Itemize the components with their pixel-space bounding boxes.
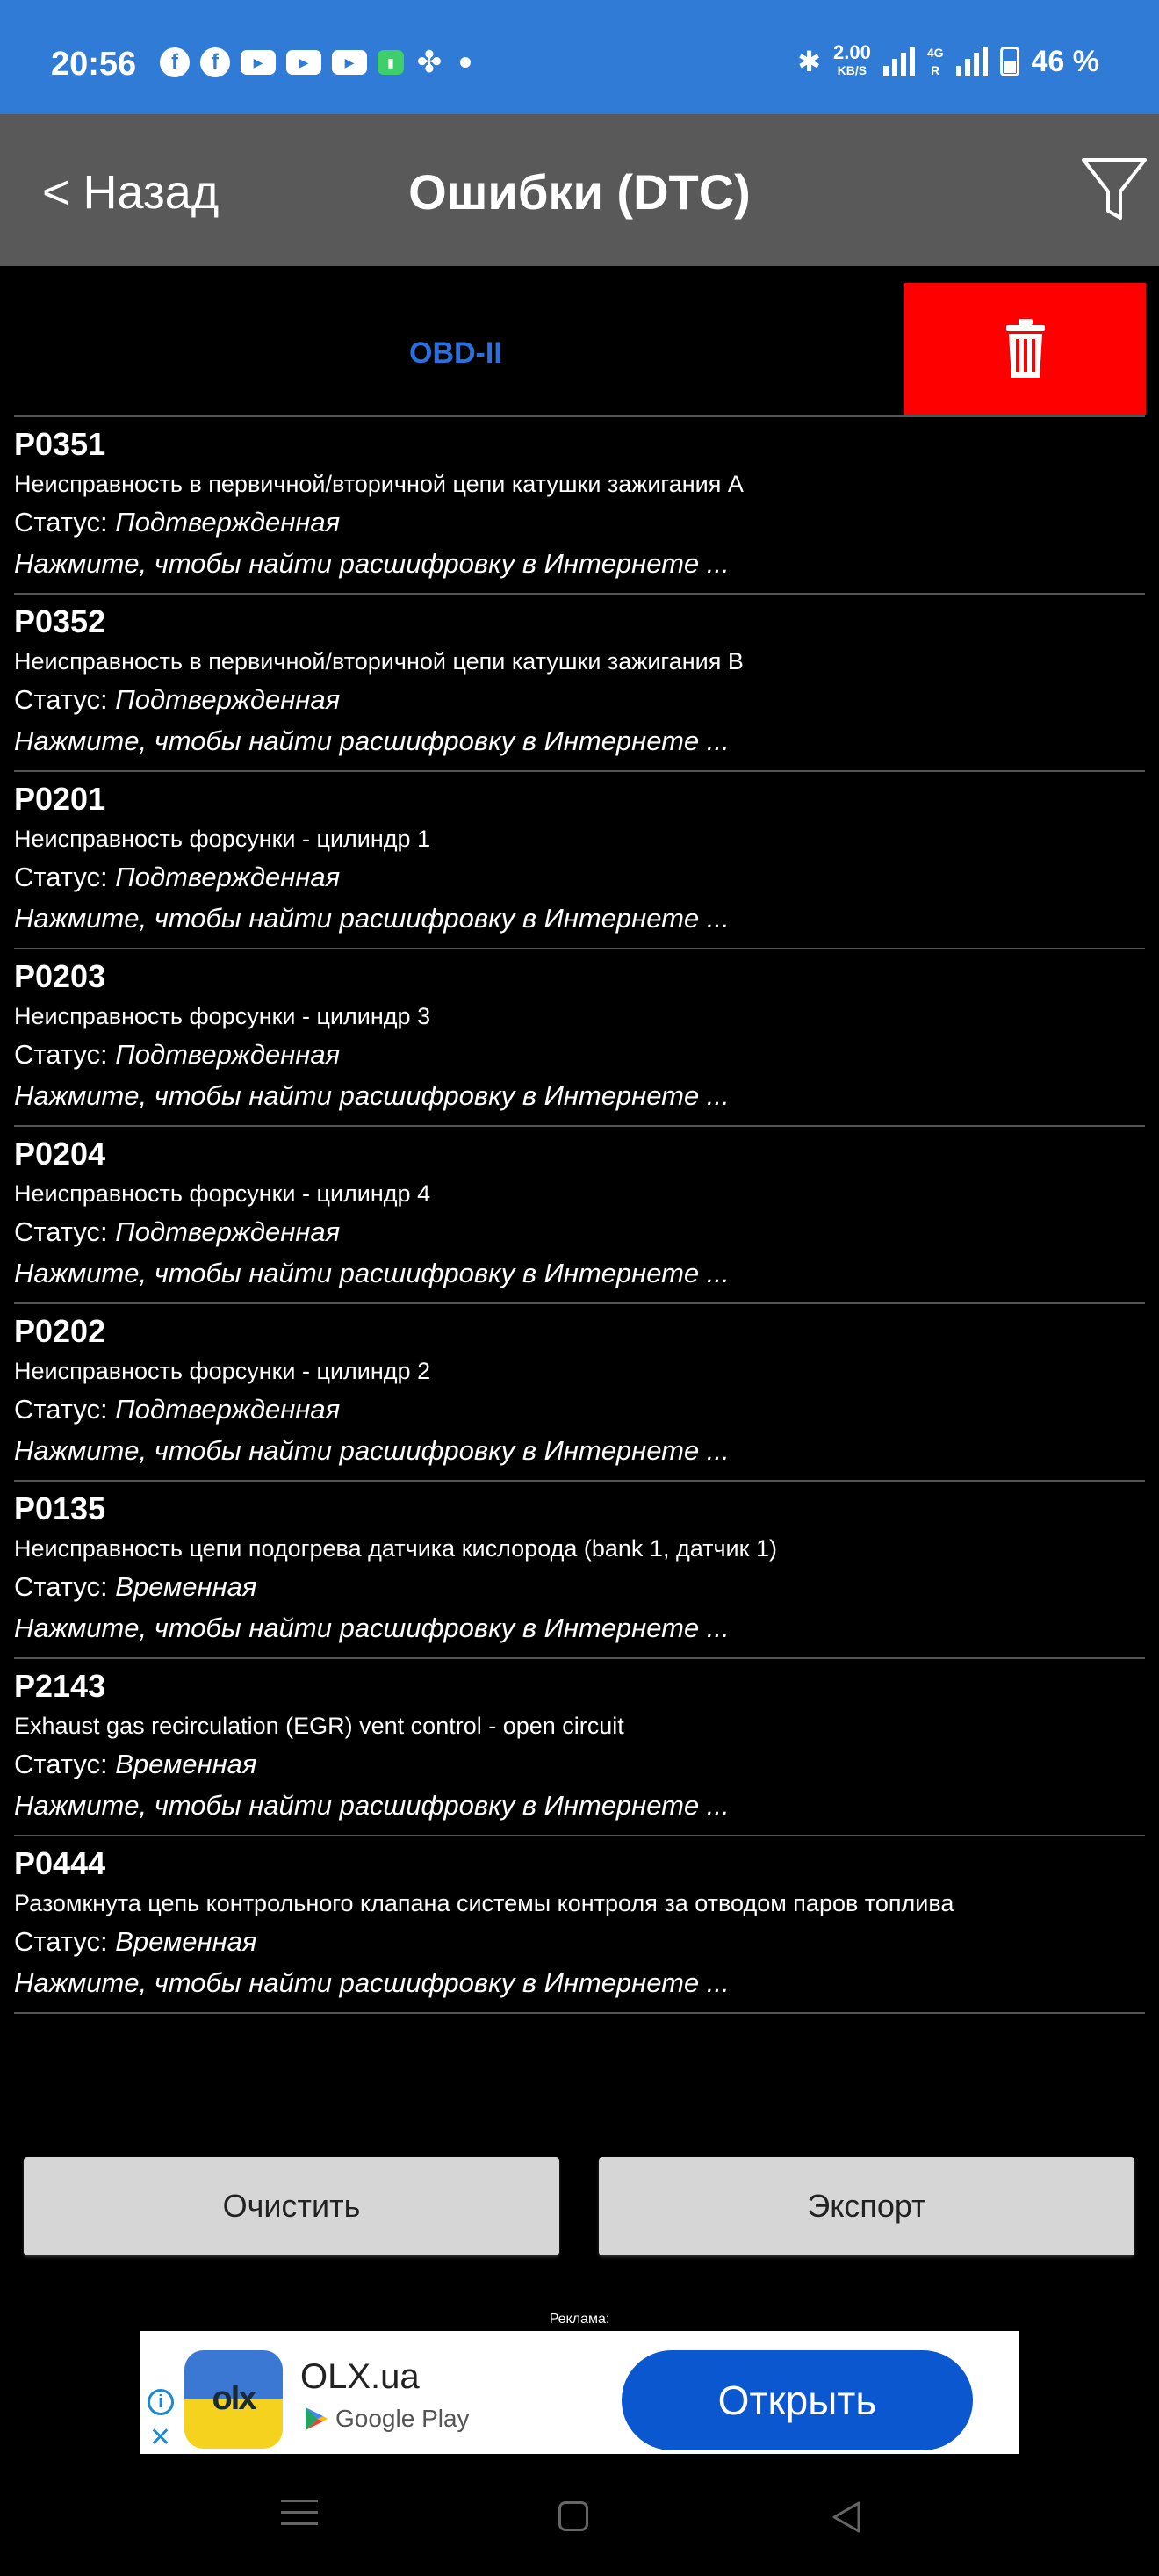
network-speed: 2.00 KB/S (832, 41, 871, 77)
navigation-bar (0, 2459, 1159, 2576)
dtc-code: P0135 (14, 1490, 106, 1526)
page-title: Ошибки (DTC) (408, 164, 751, 220)
dtc-item[interactable] (14, 1127, 1145, 1304)
status-right (797, 41, 1099, 79)
dtc-status: Статус: Временная (14, 1749, 257, 1779)
dtc-description: Неисправность форсунки - цилиндр 4 (14, 1180, 431, 1207)
dtc-item[interactable] (14, 1659, 1145, 1836)
app-logo: olx (184, 2350, 283, 2449)
dtc-item[interactable] (14, 772, 1145, 949)
dtc-code: P0201 (14, 781, 106, 817)
dtc-status: Статус: Подтвержденная (14, 1039, 341, 1070)
dtc-description: Exhaust gas recirculation (EGR) vent control - open circuit (14, 1713, 624, 1739)
dtc-search-link[interactable]: Нажмите, чтобы найти расшифровку в Интернете ... (14, 1613, 730, 1643)
back-button[interactable]: < Назад (42, 166, 220, 219)
battery-percent: 46 % (1031, 44, 1099, 78)
facebook-icon: f (160, 47, 190, 77)
dtc-description: Неисправность в первичной/вторичной цепи катушки зажигания B (14, 648, 744, 675)
recent-apps-icon[interactable] (281, 2500, 318, 2534)
dtc-code: P0204 (14, 1136, 106, 1172)
dtc-list (14, 417, 1145, 2014)
fan-icon: ✤ (416, 46, 443, 79)
filter-icon[interactable] (1080, 155, 1148, 225)
wifi-signal-icon (883, 47, 915, 76)
dtc-item[interactable] (14, 1836, 1145, 2014)
tab-obd2[interactable]: OBD-II (409, 336, 502, 370)
notification-icons (160, 47, 471, 77)
dtc-search-link[interactable]: Нажмите, чтобы найти расшифровку в Интернете ... (14, 725, 730, 756)
dtc-item[interactable] (14, 595, 1145, 772)
dtc-search-link[interactable]: Нажмите, чтобы найти расшифровку в Интернете ... (14, 1967, 730, 1998)
dtc-code: P0203 (14, 958, 106, 994)
more-notifications-dot (460, 57, 471, 68)
delete-button[interactable] (904, 283, 1146, 415)
network-type: 4G R (926, 46, 944, 77)
clear-button[interactable]: Очистить (24, 2157, 559, 2255)
dtc-search-link[interactable]: Нажмите, чтобы найти расшифровку в Интернете ... (14, 1435, 730, 1466)
status-time: 20:56 (51, 46, 137, 83)
ad-open-button[interactable]: Открыть (622, 2350, 973, 2450)
dtc-code: P0444 (14, 1845, 106, 1881)
dtc-code: P0351 (14, 426, 106, 462)
facebook-icon: f (200, 47, 230, 77)
trash-icon (1003, 318, 1048, 379)
dtc-description: Неисправность форсунки - цилиндр 3 (14, 1003, 431, 1029)
dtc-description: Неисправность в первичной/вторичной цепи катушки зажигания A (14, 471, 744, 497)
dtc-item[interactable] (14, 1482, 1145, 1659)
home-icon[interactable] (558, 2501, 588, 2531)
bluetooth-icon: ✱ (797, 46, 821, 77)
youtube-icon: ▶ (332, 50, 367, 75)
status-bar (0, 0, 1159, 114)
dtc-search-link[interactable]: Нажмите, чтобы найти расшифровку в Интернете ... (14, 1080, 730, 1111)
back-nav-icon[interactable] (831, 2500, 862, 2535)
battery-app-icon: ▮ (378, 50, 404, 75)
dtc-search-link[interactable]: Нажмите, чтобы найти расшифровку в Интернете ... (14, 548, 730, 579)
dtc-status: Статус: Временная (14, 1926, 257, 1957)
dtc-code: P0352 (14, 603, 106, 639)
dtc-status: Статус: Подтвержденная (14, 1394, 341, 1425)
dtc-code: P2143 (14, 1668, 106, 1704)
info-icon[interactable]: i (148, 2389, 174, 2415)
dtc-item[interactable] (14, 949, 1145, 1127)
export-button[interactable]: Экспорт (599, 2157, 1134, 2255)
dtc-description: Неисправность форсунки - цилиндр 1 (14, 826, 431, 852)
dtc-item[interactable] (14, 1304, 1145, 1482)
dtc-status: Статус: Подтвержденная (14, 507, 341, 538)
cell-signal-icon (956, 47, 988, 76)
dtc-description: Разомкнута цепь контрольного клапана системы контроля за отводом паров топлива (14, 1890, 954, 1916)
close-icon[interactable]: ✕ (149, 2423, 172, 2452)
google-play-icon (304, 2406, 328, 2432)
dtc-search-link[interactable]: Нажмите, чтобы найти расшифровку в Интернете ... (14, 1790, 730, 1821)
dtc-code: P0202 (14, 1313, 106, 1349)
ad-banner[interactable] (140, 2331, 1019, 2454)
ad-app-name: OLX.ua (300, 2357, 420, 2396)
toolbar (0, 114, 1159, 266)
ad-store: Google Play (304, 2405, 470, 2433)
dtc-status: Статус: Подтвержденная (14, 684, 341, 715)
dtc-status: Статус: Подтвержденная (14, 1216, 341, 1247)
dtc-search-link[interactable]: Нажмите, чтобы найти расшифровку в Интернете ... (14, 1258, 730, 1288)
battery-icon (1000, 47, 1019, 76)
dtc-search-link[interactable]: Нажмите, чтобы найти расшифровку в Интернете ... (14, 903, 730, 934)
dtc-description: Неисправность форсунки - цилиндр 2 (14, 1358, 431, 1384)
dtc-description: Неисправность цепи подогрева датчика кислорода (bank 1, датчик 1) (14, 1535, 777, 1562)
dtc-item[interactable] (14, 417, 1145, 595)
dtc-status: Статус: Подтвержденная (14, 862, 341, 892)
ad-label: Реклама: (549, 2312, 610, 2327)
dtc-status: Статус: Временная (14, 1571, 257, 1602)
youtube-icon: ▶ (241, 50, 276, 75)
youtube-icon: ▶ (286, 50, 321, 75)
